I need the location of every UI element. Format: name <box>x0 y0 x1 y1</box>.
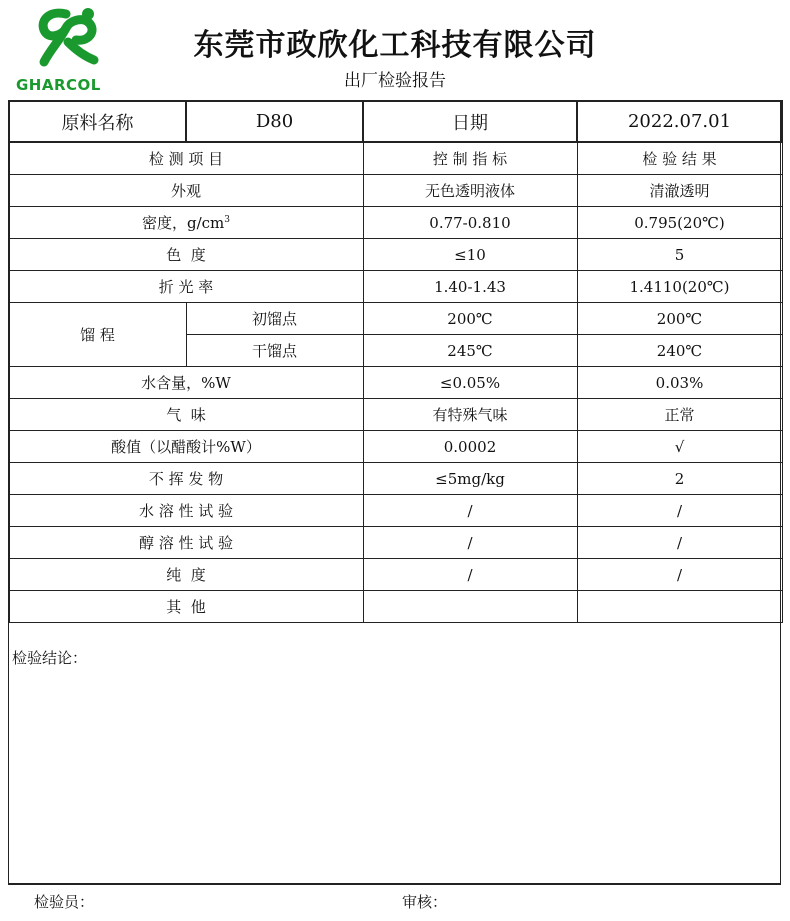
item-cell: 气 味 <box>9 399 363 431</box>
spec-cell: 245℃ <box>363 335 577 367</box>
spec-cell <box>363 591 577 623</box>
result-cell: 240℃ <box>577 335 782 367</box>
result-cell: 清澈透明 <box>577 175 782 207</box>
date-label: 日期 <box>363 101 577 142</box>
result-cell: 1.4110(20℃) <box>577 271 782 303</box>
item-cell: 折 光 率 <box>9 271 363 303</box>
item-cell: 水含量，%W <box>9 367 363 399</box>
density-label: 密度，g/cm <box>141 214 225 232</box>
footer-divider <box>8 884 781 885</box>
table-row <box>9 367 782 399</box>
spec-cell: ≤5mg/kg <box>363 463 577 495</box>
result-cell: √ <box>577 431 782 463</box>
table-row <box>9 271 782 303</box>
item-cell <box>9 207 363 239</box>
column-header-row <box>9 142 782 175</box>
inspection-table <box>8 100 783 623</box>
table-row <box>9 591 782 623</box>
table-row <box>9 495 782 527</box>
sub-item-cell: 干馏点 <box>186 335 363 367</box>
item-cell: 水 溶 性 试 验 <box>9 495 363 527</box>
spec-cell: 1.40-1.43 <box>363 271 577 303</box>
density-unit-sup: 3 <box>224 215 230 225</box>
distillation-item-cell: 馏 程 <box>9 303 186 367</box>
spec-cell: / <box>363 559 577 591</box>
result-cell <box>577 591 782 623</box>
date-value: 2022.07.01 <box>577 101 782 142</box>
table-row <box>9 175 782 207</box>
conclusion-label: 检验结论： <box>12 649 88 667</box>
table-row <box>9 559 782 591</box>
spec-cell: 200℃ <box>363 303 577 335</box>
material-label: 原料名称 <box>9 101 186 142</box>
spec-cell: 0.77-0.810 <box>363 207 577 239</box>
table-row <box>9 431 782 463</box>
table-row <box>9 207 782 239</box>
header-row <box>9 101 782 142</box>
table-row <box>9 239 782 271</box>
col-spec-header: 控 制 指 标 <box>363 142 577 175</box>
logo-mark-icon <box>30 6 102 72</box>
spec-cell: / <box>363 495 577 527</box>
col-item-header: 检 测 项 目 <box>9 142 363 175</box>
result-cell: 200℃ <box>577 303 782 335</box>
logo-text: GHARCOL <box>16 76 101 94</box>
result-cell: 2 <box>577 463 782 495</box>
inspector-label: 检验员： <box>34 893 95 911</box>
item-cell: 纯 度 <box>9 559 363 591</box>
item-cell: 酸值（以醋酸计%W） <box>9 431 363 463</box>
spec-cell: ≤10 <box>363 239 577 271</box>
table-row <box>9 303 782 335</box>
item-cell: 其 他 <box>9 591 363 623</box>
table-row <box>9 399 782 431</box>
company-logo <box>12 6 112 94</box>
report-title: 出厂检验报告 <box>344 71 446 91</box>
company-name: 东莞市政欣化工科技有限公司 <box>193 28 597 63</box>
result-cell: / <box>577 495 782 527</box>
table-row <box>9 463 782 495</box>
item-cell: 外观 <box>9 175 363 207</box>
spec-cell: / <box>363 527 577 559</box>
spec-cell: 无色透明液体 <box>363 175 577 207</box>
item-cell: 不 挥 发 物 <box>9 463 363 495</box>
reviewer-label: 审核： <box>402 893 448 911</box>
result-cell: / <box>577 527 782 559</box>
spec-cell: 0.0002 <box>363 431 577 463</box>
result-cell: 0.03% <box>577 367 782 399</box>
item-cell: 醇 溶 性 试 验 <box>9 527 363 559</box>
material-value: D80 <box>186 101 363 142</box>
spec-cell: ≤0.05% <box>363 367 577 399</box>
result-cell: 正常 <box>577 399 782 431</box>
table-row <box>9 527 782 559</box>
sub-item-cell: 初馏点 <box>186 303 363 335</box>
result-cell: 0.795(20℃) <box>577 207 782 239</box>
result-cell: / <box>577 559 782 591</box>
result-cell: 5 <box>577 239 782 271</box>
col-result-header: 检 验 结 果 <box>577 142 782 175</box>
spec-cell: 有特殊气味 <box>363 399 577 431</box>
item-cell: 色 度 <box>9 239 363 271</box>
